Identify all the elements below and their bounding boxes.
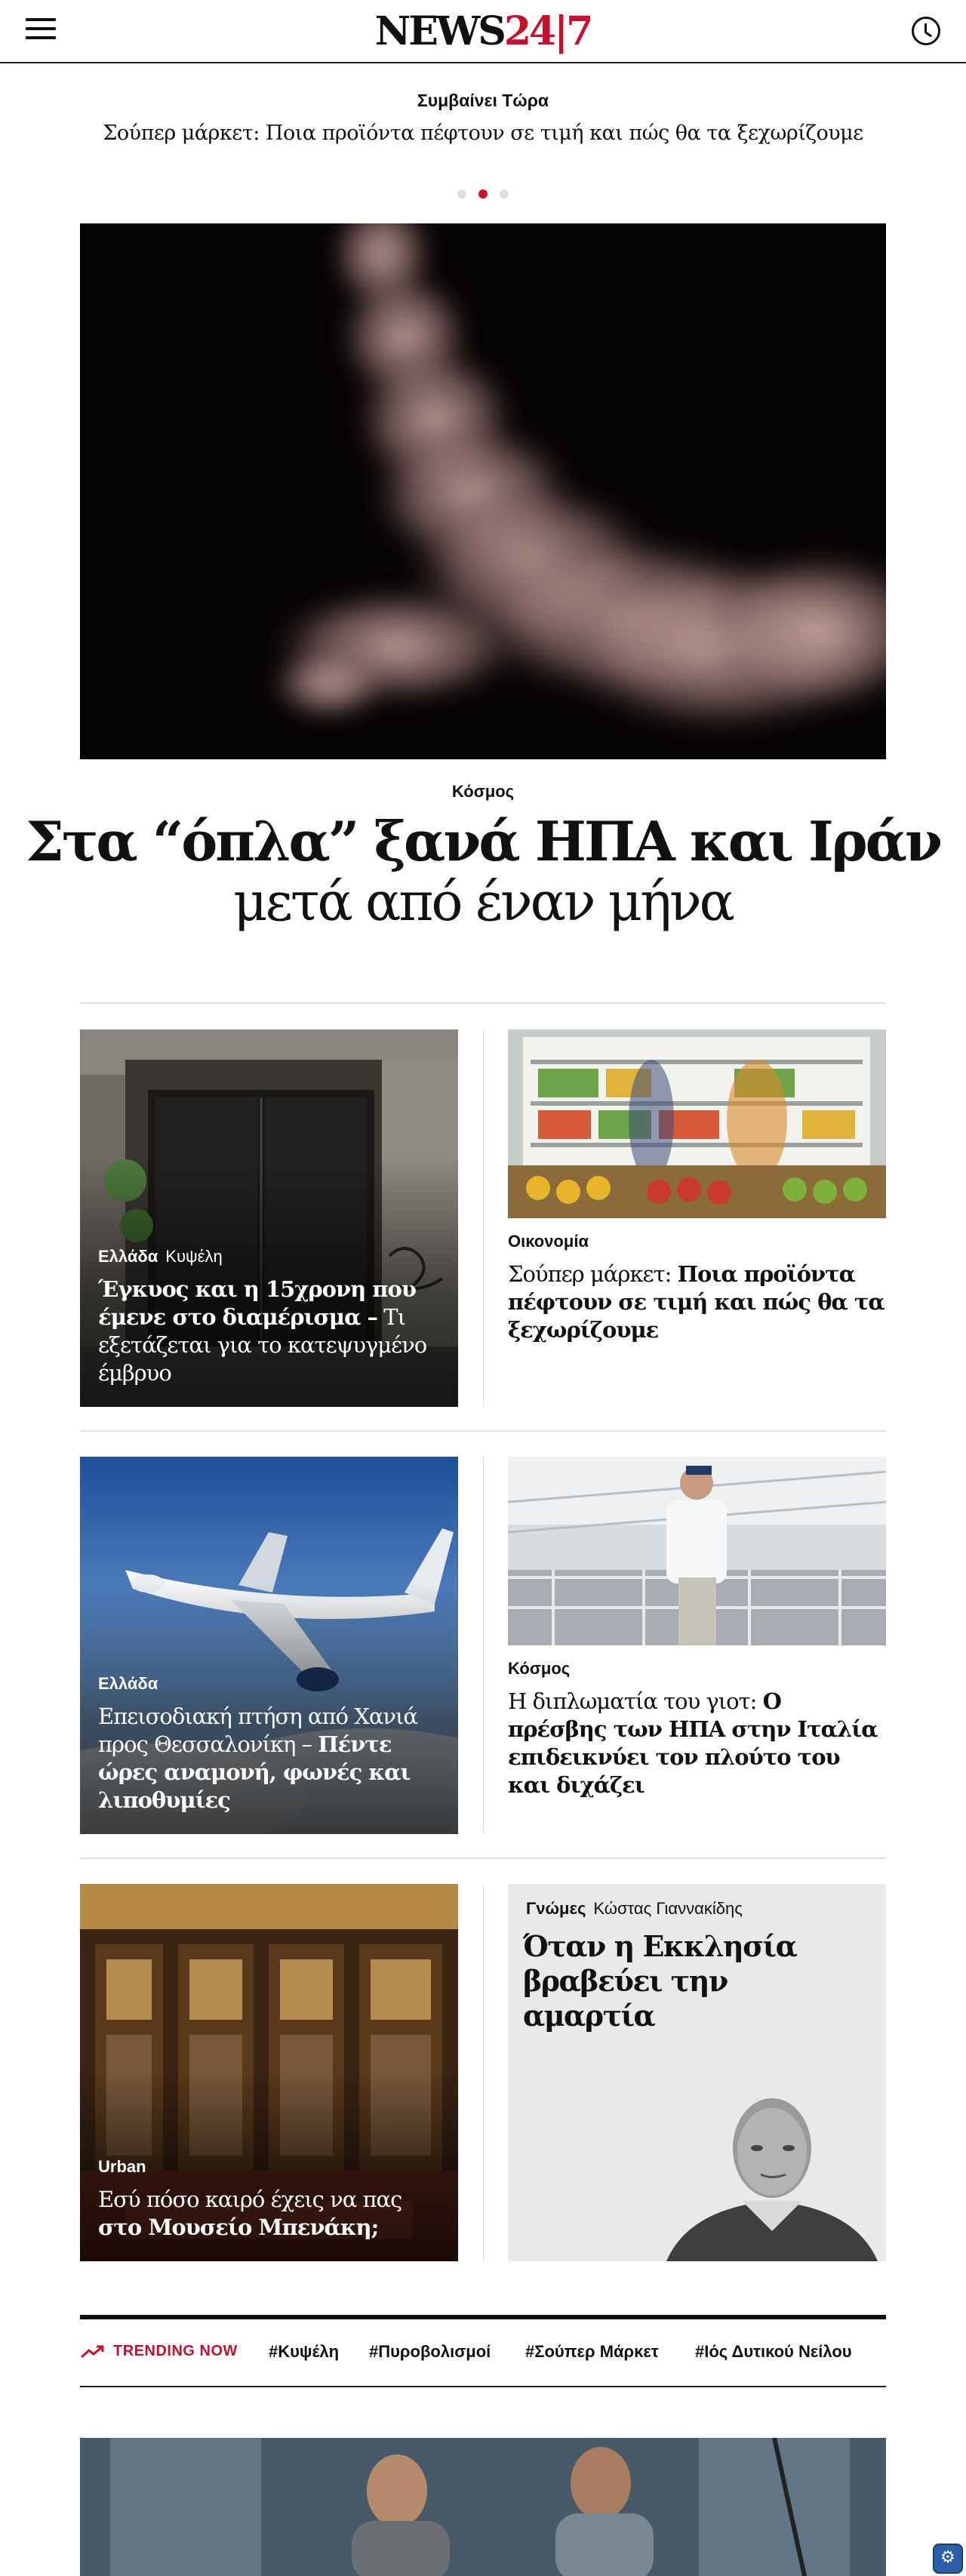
article-category[interactable]: Κόσμος [508, 1659, 571, 1678]
article-image-yacht[interactable] [508, 1457, 886, 1645]
trending-now-bar [80, 2340, 886, 2367]
article-image-couple[interactable] [80, 2438, 886, 2576]
headline-bold: Ο πρέσβης των ΗΠΑ στην Ιταλία επιδεικνύει τον πλούτο του και διχάζει [508, 1688, 878, 1798]
article-text-yacht[interactable] [508, 1659, 886, 1799]
article-card-flight[interactable] [80, 1457, 458, 1834]
article-headline [508, 1260, 886, 1344]
article-subcategory[interactable]: Κυψέλη [165, 1247, 223, 1266]
ticker-headline-link[interactable]: Σούπερ μάρκετ: Ποια προϊόντα πέφτουν σε τιμή και πώς θα τα ξεχωρίζουμε [103, 122, 863, 145]
column-divider [483, 1457, 484, 1834]
trending-label: TRENDING NOW [113, 2343, 238, 2359]
opinion-author[interactable]: Κώστας Γιαννακίδης [593, 1899, 743, 1918]
headline-regular: Τι εξετάζεται για το κατεψυγμένο έμβρυο [98, 1304, 427, 1386]
divider [80, 1002, 886, 1004]
article-category[interactable]: Οικονομία [508, 1232, 589, 1251]
headline-bold: Ποια προϊόντα πέφτουν σε τιμή και πώς θα τα ξεχωρίζουμε [508, 1261, 884, 1343]
article-category[interactable]: Ελλάδα [98, 1247, 158, 1266]
ticker-dot-1[interactable] [457, 189, 466, 199]
hero-subheadline[interactable]: μετά από έναν μήνα [233, 871, 733, 933]
author-portrait [659, 2080, 885, 2261]
divider [80, 1857, 886, 1859]
hero-headline[interactable]: Στα “όπλα” ξανά ΗΠΑ και Ιράν [26, 809, 940, 873]
column-divider [483, 1884, 484, 2261]
article-category[interactable]: Ελλάδα [98, 1674, 158, 1693]
article-headline [508, 1688, 886, 1799]
hero-image-missile-smoke[interactable] [80, 223, 886, 759]
logo-text-247: 24|7 [503, 8, 592, 54]
opinion-headline[interactable]: Όταν η Εκκλησία βραβεύει την αμαρτία [523, 1929, 797, 2033]
article-card-benaki[interactable] [80, 1884, 458, 2261]
supermarket-image-art [508, 1029, 886, 1218]
breaking-ticker [0, 91, 966, 145]
yacht-image-art [508, 1457, 886, 1645]
trending-tag-ios-dytikou-neilou[interactable]: #Ιός Δυτικού Νείλου [695, 2342, 852, 2361]
trending-tag-kypseli[interactable]: #Κυψέλη [269, 2342, 340, 2361]
hero-image-art [80, 223, 886, 759]
trending-tag-pyrovolismoi[interactable]: #Πυροβολισμοί [369, 2342, 491, 2361]
divider [80, 1430, 886, 1432]
article-text-supermarket[interactable] [508, 1232, 886, 1344]
trending-top-rule [80, 2315, 886, 2319]
hero-category[interactable]: Κόσμος [451, 782, 515, 801]
article-image-supermarket[interactable] [508, 1029, 886, 1218]
headline-regular: Σούπερ μάρκετ: [508, 1261, 678, 1287]
article-headline [98, 1703, 440, 1814]
trending-bottom-rule [80, 2386, 886, 2387]
site-header [0, 0, 966, 63]
couple-image-art [80, 2438, 886, 2576]
trending-tag-souper-market[interactable]: #Σούπερ Μάρκετ [525, 2342, 659, 2361]
headline-regular: Επεισοδιακή πτήση από Χανιά προς Θεσσαλονίκη – [98, 1703, 418, 1757]
clock-icon[interactable] [912, 17, 940, 45]
opinion-card[interactable] [508, 1884, 886, 2261]
article-card-kypseli[interactable] [80, 1029, 458, 1407]
article-headline [98, 2186, 440, 2242]
article-headline [98, 1276, 440, 1387]
headline-regular: Η διπλωματία του γιοτ: [508, 1688, 763, 1714]
article-category[interactable]: Urban [98, 2157, 146, 2176]
opinion-category[interactable]: Γνώμες [526, 1899, 586, 1918]
trending-arrow-icon [80, 2344, 106, 2359]
accessibility-settings-icon[interactable] [933, 2544, 963, 2574]
site-logo[interactable] [0, 8, 966, 54]
headline-regular: Εσύ πόσο καιρό έχεις να πας [98, 2187, 402, 2212]
ticker-dot-3[interactable] [500, 189, 509, 199]
headline-bold: Πέντε ώρες αναμονή, φωνές και λιποθυμίες [98, 1731, 411, 1813]
ticker-label: Συμβαίνει Τώρα [417, 91, 549, 110]
headline-bold: Έγκυος και η 15χρονη που έμενε στο διαμέρισμα – [98, 1276, 416, 1330]
logo-text-news: NEWS [374, 8, 504, 54]
ticker-dot-2[interactable] [478, 189, 488, 199]
ticker-pagination [0, 189, 966, 202]
headline-bold: στο Μουσείο Μπενάκη; [98, 2214, 379, 2240]
column-divider [483, 1029, 484, 1407]
